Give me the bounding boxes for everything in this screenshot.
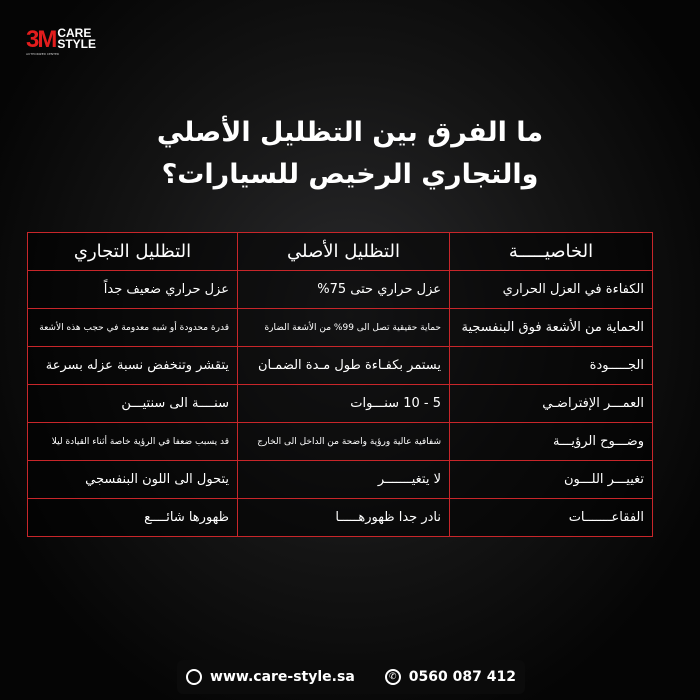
logo-care: CARE <box>57 26 92 40</box>
footer-bar <box>177 660 525 694</box>
cell-feature: العمـــر الإفتراضـي <box>450 385 653 423</box>
brand-logo <box>26 26 97 56</box>
logo-3m: 3M <box>26 26 56 53</box>
cell-feature: وضـــوح الرؤيـــة <box>450 423 653 461</box>
cell-commercial: عزل حراري ضعيف جداً <box>28 271 238 309</box>
globe-icon <box>186 669 202 685</box>
cell-commercial: يتحول الى اللون البنفسجي <box>28 461 238 499</box>
logo-style: STYLE <box>57 37 97 51</box>
table-header <box>28 233 653 271</box>
cell-commercial: سنــــة الى سنتيـــن <box>28 385 238 423</box>
table-row <box>28 271 653 309</box>
page-title <box>0 112 700 196</box>
table-row <box>28 309 653 347</box>
comparison-table <box>27 232 653 537</box>
phone-text: 0560 087 412 <box>408 669 516 685</box>
title-line-1: ما الفرق بين التظليل الأصلي <box>156 117 544 148</box>
cell-feature: الكفاءة في العزل الحراري <box>450 271 653 309</box>
cell-original: عزل حراري حتى 75% <box>238 271 450 309</box>
table-row <box>28 461 653 499</box>
cell-feature: تغييـــر اللـــون <box>450 461 653 499</box>
cell-feature: الجـــــودة <box>450 347 653 385</box>
phone-icon: ✆ <box>385 669 401 685</box>
cell-original: 5 - 10 سنـــوات <box>238 385 450 423</box>
cell-feature: الفقاعـــــــات <box>450 499 653 537</box>
cell-original: يستمر بكفـاءة طول مـدة الضمـان <box>238 347 450 385</box>
cell-commercial: ظهورها شائــــع <box>28 499 238 537</box>
header-commercial: التظليل التجاري <box>28 233 238 271</box>
website-text: www.care-style.sa <box>210 669 355 685</box>
title-line-2: والتجاري الرخيص للسيارات؟ <box>161 159 539 190</box>
cell-commercial: قد يسبب ضعفا في الرؤية خاصة أثناء القيادة ليلا <box>28 423 238 461</box>
header-original: التظليل الأصلي <box>238 233 450 271</box>
logo-tagline: AUTHORIZED CENTER <box>26 52 59 56</box>
cell-original: شفافية عالية ورؤية واضحة من الداخل الى الخارج <box>238 423 450 461</box>
table-row <box>28 385 653 423</box>
table-row <box>28 499 653 537</box>
table-row <box>28 423 653 461</box>
phone-link[interactable] <box>385 669 516 685</box>
cell-original: حماية حقيقية تصل الى 99% من الأشعة الضارة <box>238 309 450 347</box>
cell-commercial: يتقشر وتنخفض نسبة عزله بسرعة <box>28 347 238 385</box>
cell-original: نادر جدا ظهورهـــــا <box>238 499 450 537</box>
header-feature: الخاصيـــــة <box>450 233 653 271</box>
cell-feature: الحماية من الأشعة فوق البنفسجية <box>450 309 653 347</box>
cell-commercial: قدرة محدودة أو شبه معدومة في حجب هذه الأشعة <box>28 309 238 347</box>
cell-original: لا يتغيـــــــر <box>238 461 450 499</box>
table-row <box>28 347 653 385</box>
website-link[interactable] <box>186 669 355 685</box>
